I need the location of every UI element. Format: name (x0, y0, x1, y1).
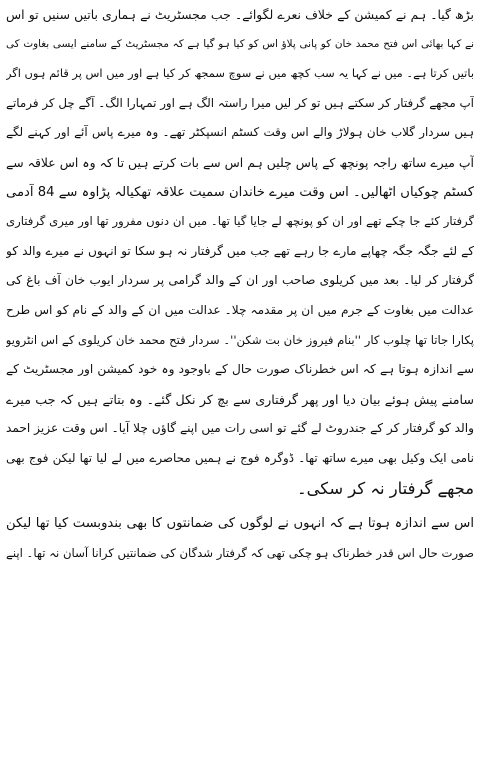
text-line: آپ میرے ساتھ راجہ پونچھ کے پاس چلیں ہم اس سے بات کرتے ہیں تا کہ وہ اس علاقہ سے (6, 154, 474, 170)
text-line: کسٹم چوکیاں اٹھالیں۔ اس وقت میرے خاندان سمیت علاقہ تھکیالہ پڑاوہ سے 84 آدمی (6, 184, 474, 200)
text-line: گرفتار کئے جا چکے تھے اور ان کو پونچھ لے جایا گیا تھا۔ میں ان دنوں مفرور تھا اور میری گرفتاری (6, 214, 474, 229)
text-line: نے کہا بھائی اس فتح محمد خان کو پانی پلاؤ اس کو کیا ہو گیا ہے کہ مجسٹریٹ کے سامنے ایسی بغاوت کی (6, 37, 474, 50)
text-line: باتیں کرتا ہے۔ میں نے کہا یہ سب کچھ میں نے سوچ سمجھ کر کیا ہے اور میں اس پر قائم ہوں اگر (6, 66, 474, 81)
text-line: صورت حال اس قدر خطرناک ہو چکی تھی کہ گرفتار شدگان کی ضمانتیں کرانا آسان نہ تھا۔ اپنے (6, 545, 474, 560)
text-line: آپ مجھے گرفتار کر سکتے ہیں تو کر لیں میرا راستہ الگ ہے اور تمہارا الگ۔ آگے چل کر فرماتے (6, 95, 474, 110)
text-line: پکارا جاتا تھا چلوب کار ''بنام فیروز خان بت شکن''۔ سردار فتح محمد خان کریلوی کے اس انٹرویو (6, 332, 474, 347)
text-line: والد کو گرفتار کر کے جندروٹ لے گئے تو اسی رات میں اپنے گاؤں چلا آیا۔ اس وقت عزیز احمد (6, 421, 474, 436)
text-line: گرفتار کر لیا۔ بعد میں کریلوی صاحب اور ان کے والد گرامی پر سردار ایوب خان آف باغ کی (6, 273, 474, 288)
text-line: سامنے پیش ہوئے بیان دیا اور پھر گرفتاری سے بچ کر نکل گئے۔ وہ بتاتے ہیں کہ جب میرے (6, 391, 474, 407)
text-line: کے لئے جگہ جگہ چھاپے مارے جا رہے تھے جب میں گرفتار نہ ہو سکا تو انہوں نے میرے والد کو (6, 243, 474, 258)
text-line: عدالت میں بغاوت کے جرم میں ان پر مقدمہ چلا۔ عدالت میں ان کے والد کے نام کو اس طرح (6, 302, 474, 317)
paragraph-2 (6, 509, 474, 568)
text-line: اس سے اندازہ ہوتا ہے کہ انہوں نے لوگوں کی ضمانتوں کا بھی بندوبست کیا تھا لیکن (6, 516, 474, 532)
text-line: مجھے گرفتار نہ کر سکی۔ (297, 478, 474, 498)
text-line: سے اندازہ ہوتا ہے کہ اس خطرناک صورت حال کے باوجود وہ خود کمیشن اور مجسٹریٹ کے (6, 362, 474, 377)
text-line: ہیں سردار گلاب خان ہولاڑ والے اس وقت کسٹم انسپکٹر تھے۔ وہ میرے پاس آئے اور کہنے لگے (6, 125, 474, 140)
text-line: نامی ایک وکیل بھی میرے ساتھ تھا۔ ڈوگرہ فوج نے ہمیں محاصرے میں لے لیا تھا لیکن فوج بھی (6, 450, 474, 465)
paragraph-1 (6, 0, 474, 503)
text-line: بڑھ گیا۔ ہم نے کمیشن کے خلاف نعرے لگوائے۔ جب مجسٹریٹ نے ہماری باتیں سنیں تو اس (6, 7, 474, 22)
